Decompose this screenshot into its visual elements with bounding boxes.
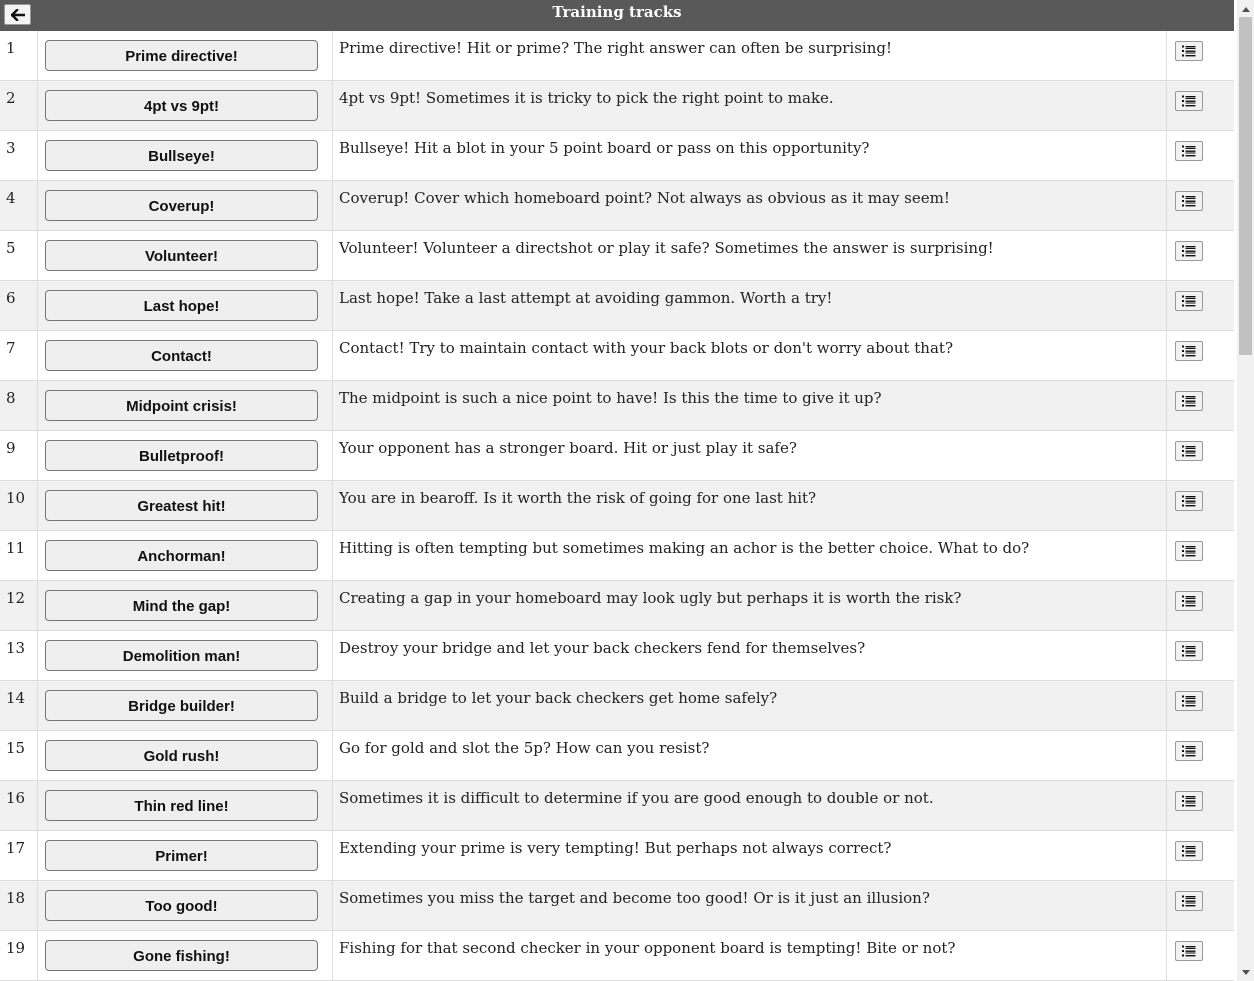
track-description: Contact! Try to maintain contact with your back blots or don't worry about that? [333, 331, 1167, 381]
track-button[interactable]: Gold rush! [45, 740, 318, 771]
numbered-list-icon [1182, 695, 1196, 707]
action-cell [1167, 531, 1234, 581]
table-row [0, 481, 1234, 531]
action-cell [1167, 281, 1234, 331]
track-button-cell [38, 681, 333, 731]
track-button[interactable]: Contact! [45, 340, 318, 371]
row-number: 1 [0, 31, 38, 81]
row-number: 17 [0, 831, 38, 881]
scroll-up-arrow-icon[interactable] [1237, 0, 1254, 17]
track-details-button[interactable] [1175, 691, 1203, 711]
numbered-list-icon [1182, 495, 1196, 507]
numbered-list-icon [1182, 545, 1196, 557]
row-number: 19 [0, 931, 38, 981]
track-description: Destroy your bridge and let your back checkers fend for themselves? [333, 631, 1167, 681]
table-row [0, 531, 1234, 581]
track-button[interactable]: Mind the gap! [45, 590, 318, 621]
track-details-button[interactable] [1175, 441, 1203, 461]
track-details-button[interactable] [1175, 241, 1203, 261]
track-button[interactable]: Bridge builder! [45, 690, 318, 721]
numbered-list-icon [1182, 795, 1196, 807]
action-cell [1167, 231, 1234, 281]
numbered-list-icon [1182, 395, 1196, 407]
track-details-button[interactable] [1175, 191, 1203, 211]
table-row [0, 831, 1234, 881]
track-description: Hitting is often tempting but sometimes making an achor is the better choice. What to do? [333, 531, 1167, 581]
action-cell [1167, 331, 1234, 381]
action-cell [1167, 181, 1234, 231]
numbered-list-icon [1182, 45, 1196, 57]
track-button-cell [38, 831, 333, 881]
action-cell [1167, 731, 1234, 781]
numbered-list-icon [1182, 445, 1196, 457]
row-number: 11 [0, 531, 38, 581]
track-button[interactable]: Volunteer! [45, 240, 318, 271]
track-details-button[interactable] [1175, 791, 1203, 811]
row-number: 14 [0, 681, 38, 731]
numbered-list-icon [1182, 145, 1196, 157]
table-row [0, 931, 1234, 981]
row-number: 12 [0, 581, 38, 631]
numbered-list-icon [1182, 845, 1196, 857]
track-details-button[interactable] [1175, 641, 1203, 661]
track-button-cell [38, 131, 333, 181]
numbered-list-icon [1182, 295, 1196, 307]
row-number: 3 [0, 131, 38, 181]
numbered-list-icon [1182, 595, 1196, 607]
track-details-button[interactable] [1175, 591, 1203, 611]
track-details-button[interactable] [1175, 491, 1203, 511]
track-button-cell [38, 581, 333, 631]
track-button[interactable]: Demolition man! [45, 640, 318, 671]
numbered-list-icon [1182, 745, 1196, 757]
row-number: 5 [0, 231, 38, 281]
row-number: 13 [0, 631, 38, 681]
track-details-button[interactable] [1175, 391, 1203, 411]
table-row [0, 81, 1234, 131]
table-row [0, 31, 1234, 81]
track-button-cell [38, 631, 333, 681]
track-button[interactable]: Coverup! [45, 190, 318, 221]
track-description: Bullseye! Hit a blot in your 5 point board or pass on this opportunity? [333, 131, 1167, 181]
row-number: 6 [0, 281, 38, 331]
table-row [0, 131, 1234, 181]
track-description: Last hope! Take a last attempt at avoiding gammon. Worth a try! [333, 281, 1167, 331]
action-cell [1167, 81, 1234, 131]
table-row [0, 881, 1234, 931]
track-button-cell [38, 931, 333, 981]
scroll-down-arrow-icon[interactable] [1237, 964, 1254, 981]
numbered-list-icon [1182, 895, 1196, 907]
table-row [0, 331, 1234, 381]
track-description: Volunteer! Volunteer a directshot or play it safe? Sometimes the answer is surprising! [333, 231, 1167, 281]
track-details-button[interactable] [1175, 291, 1203, 311]
track-description: Coverup! Cover which homeboard point? Not always as obvious as it may seem! [333, 181, 1167, 231]
table-row [0, 681, 1234, 731]
track-button-cell [38, 381, 333, 431]
track-details-button[interactable] [1175, 141, 1203, 161]
track-description: Build a bridge to let your back checkers get home safely? [333, 681, 1167, 731]
table-row [0, 781, 1234, 831]
track-description: Go for gold and slot the 5p? How can you resist? [333, 731, 1167, 781]
action-cell [1167, 31, 1234, 81]
action-cell [1167, 431, 1234, 481]
table-row [0, 181, 1234, 231]
row-number: 7 [0, 331, 38, 381]
row-number: 18 [0, 881, 38, 931]
track-button-cell [38, 531, 333, 581]
numbered-list-icon [1182, 95, 1196, 107]
action-cell [1167, 931, 1234, 981]
row-number: 8 [0, 381, 38, 431]
table-row [0, 381, 1234, 431]
track-button[interactable]: Last hope! [45, 290, 318, 321]
page-title: Training tracks [552, 3, 682, 21]
track-button[interactable]: Anchorman! [45, 540, 318, 571]
track-button[interactable]: Bullseye! [45, 140, 318, 171]
track-details-button[interactable] [1175, 91, 1203, 111]
track-button[interactable]: Bulletproof! [45, 440, 318, 471]
action-cell [1167, 631, 1234, 681]
row-number: 10 [0, 481, 38, 531]
track-description: You are in bearoff. Is it worth the risk of going for one last hit? [333, 481, 1167, 531]
track-button-cell [38, 181, 333, 231]
table-row [0, 431, 1234, 481]
table-row [0, 281, 1234, 331]
numbered-list-icon [1182, 245, 1196, 257]
numbered-list-icon [1182, 645, 1196, 657]
action-cell [1167, 131, 1234, 181]
action-cell [1167, 581, 1234, 631]
track-details-button[interactable] [1175, 541, 1203, 561]
action-cell [1167, 681, 1234, 731]
track-button-cell [38, 481, 333, 531]
row-number: 16 [0, 781, 38, 831]
track-button-cell [38, 281, 333, 331]
header-bar [0, 0, 1234, 31]
table-row [0, 581, 1234, 631]
track-description: Creating a gap in your homeboard may look ugly but perhaps it is worth the risk? [333, 581, 1167, 631]
track-button[interactable]: Prime directive! [45, 40, 318, 71]
track-details-button[interactable] [1175, 741, 1203, 761]
track-description: Sometimes you miss the target and become too good! Or is it just an illusion? [333, 881, 1167, 931]
track-button-cell [38, 331, 333, 381]
row-number: 2 [0, 81, 38, 131]
track-button-cell [38, 881, 333, 931]
vertical-scrollbar[interactable] [1237, 0, 1254, 981]
track-button[interactable]: Midpoint crisis! [45, 390, 318, 421]
track-button[interactable]: Thin red line! [45, 790, 318, 821]
track-details-button[interactable] [1175, 841, 1203, 861]
action-cell [1167, 381, 1234, 431]
track-description: 4pt vs 9pt! Sometimes it is tricky to pick the right point to make. [333, 81, 1167, 131]
track-button[interactable]: Primer! [45, 840, 318, 871]
action-cell [1167, 781, 1234, 831]
track-button-cell [38, 231, 333, 281]
track-details-button[interactable] [1175, 941, 1203, 961]
track-description: Your opponent has a stronger board. Hit or just play it safe? [333, 431, 1167, 481]
action-cell [1167, 881, 1234, 931]
track-button-cell [38, 731, 333, 781]
track-details-button[interactable] [1175, 341, 1203, 361]
action-cell [1167, 481, 1234, 531]
row-number: 15 [0, 731, 38, 781]
row-number: 9 [0, 431, 38, 481]
track-description: The midpoint is such a nice point to have! Is this the time to give it up? [333, 381, 1167, 431]
table-row [0, 231, 1234, 281]
scroll-thumb[interactable] [1239, 17, 1252, 355]
track-button-cell [38, 781, 333, 831]
numbered-list-icon [1182, 345, 1196, 357]
track-details-button[interactable] [1175, 891, 1203, 911]
table-row [0, 631, 1234, 681]
track-description: Prime directive! Hit or prime? The right answer can often be surprising! [333, 31, 1167, 81]
action-cell [1167, 831, 1234, 881]
table-row [0, 731, 1234, 781]
track-list [0, 31, 1234, 981]
row-number: 4 [0, 181, 38, 231]
numbered-list-icon [1182, 945, 1196, 957]
track-button-cell [38, 31, 333, 81]
numbered-list-icon [1182, 195, 1196, 207]
track-button[interactable]: 4pt vs 9pt! [45, 90, 318, 121]
track-button[interactable]: Greatest hit! [45, 490, 318, 521]
track-button-cell [38, 81, 333, 131]
track-description: Extending your prime is very tempting! But perhaps not always correct? [333, 831, 1167, 881]
track-button-cell [38, 431, 333, 481]
track-description: Fishing for that second checker in your opponent board is tempting! Bite or not? [333, 931, 1167, 981]
track-button[interactable]: Gone fishing! [45, 940, 318, 971]
track-button[interactable]: Too good! [45, 890, 318, 921]
track-details-button[interactable] [1175, 41, 1203, 61]
track-description: Sometimes it is difficult to determine if you are good enough to double or not. [333, 781, 1167, 831]
